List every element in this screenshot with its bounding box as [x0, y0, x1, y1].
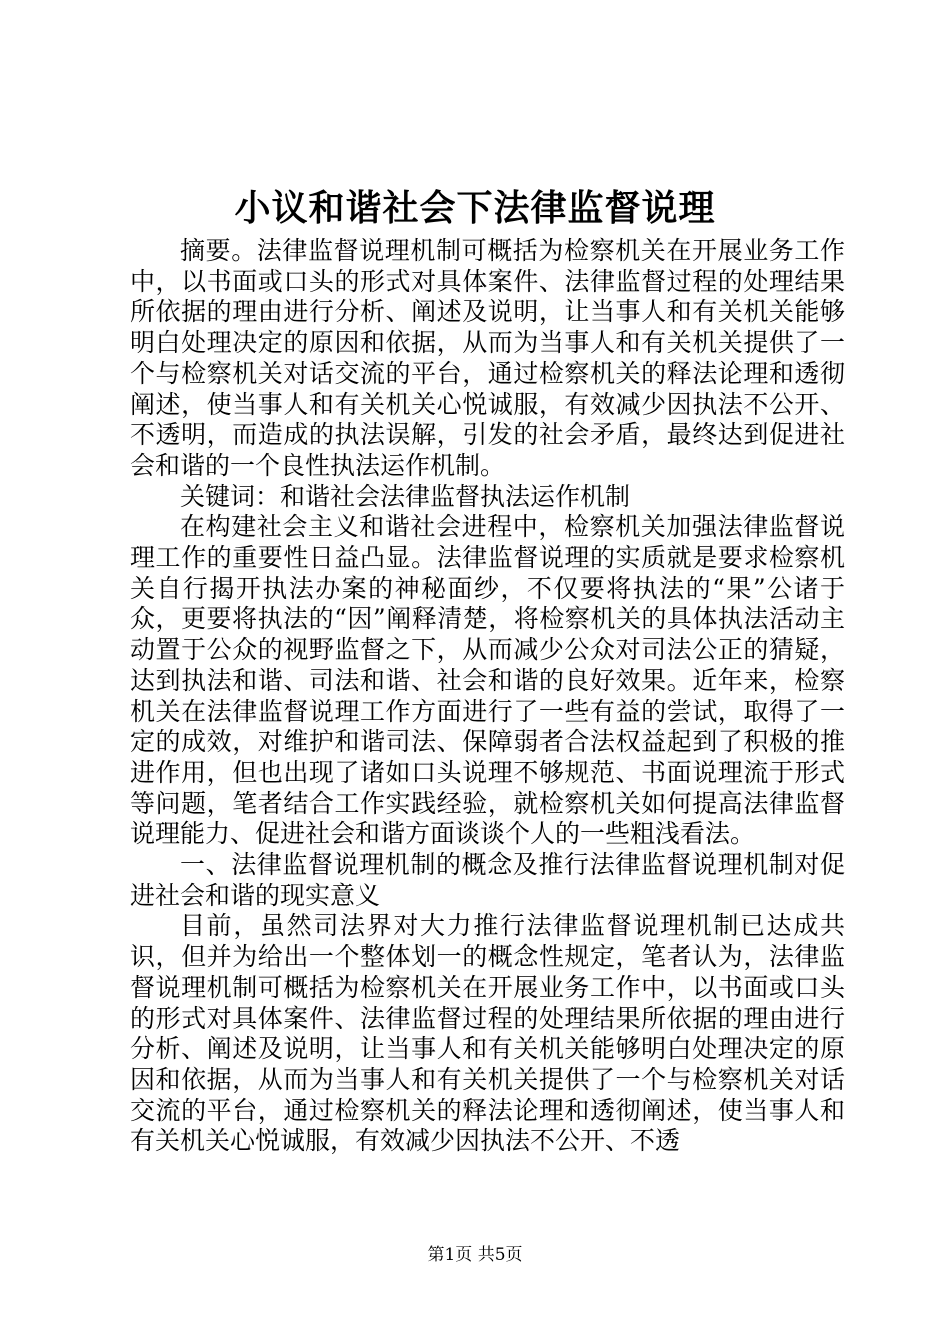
introduction-paragraph: 在构建社会主义和谐社会进程中，检察机关加强法律监督说理工作的重要性日益凸显。法律监督说理的实质就是要求检察机关自行揭开执法办案的神秘面纱，不仅要将执法的“果”公诸于众，更要将执法的“因”阐释清楚，将检察机关的具体执法活动主动置于公众的视野监督之下，从而减少公众对司法公正的猜疑，达到执法和谐、司法和谐、社会和谐的良好效果。近年来，检察机关在法律监督说理工作方面进行了一些有益的尝试，取得了一定的成效，对维护和谐司法、保障弱者合法权益起到了积极的推进作用，但也出现了诸如口头说理不够规范、书面说理流于形式等问题，笔者结合工作实践经验，就检察机关如何提高法律监督说理能力、促进社会和谐方面谈谈个人的一些粗浅看法。 [130, 512, 845, 849]
document-title: 小议和谐社会下法律监督说理 [234, 187, 716, 229]
document-body [130, 236, 845, 1157]
body-paragraph: 目前，虽然司法界对大力推行法律监督说理机制已达成共识，但并为给出一个整体划一的概念性规定，笔者认为，法律监督说理机制可概括为检察机关在开展业务工作中，以书面或口头的形式对具体案件、法律监督过程的处理结果所依据的理由进行分析、阐述及说明，让当事人和有关机关能够明白处理决定的原因和依据，从而为当事人和有关机关提供了一个与检察机关对话交流的平台，通过检察机关的释法论理和透彻阐述，使当事人和有关机关心悦诚服，有效减少因执法不公开、不透 [130, 911, 845, 1156]
keywords-paragraph: 关键词：和谐社会法律监督执法运作机制 [180, 481, 631, 511]
section-heading: 一、法律监督说理机制的概念及推行法律监督说理机制对促进社会和谐的现实意义 [130, 850, 845, 910]
abstract-paragraph: 摘要。法律监督说理机制可概括为检察机关在开展业务工作中，以书面或口头的形式对具体案件、法律监督过程的处理结果所依据的理由进行分析、阐述及说明，让当事人和有关机关能够明白处理决定的原因和依据，从而为当事人和有关机关提供了一个与检察机关对话交流的平台，通过检察机关的释法论理和透彻阐述，使当事人和有关机关心悦诚服，有效减少因执法不公开、不透明，而造成的执法误解，引发的社会矛盾，最终达到促进社会和谐的一个良性执法运作机制。 [130, 236, 845, 480]
page-footer: 第1页 共5页 [427, 1245, 523, 1265]
